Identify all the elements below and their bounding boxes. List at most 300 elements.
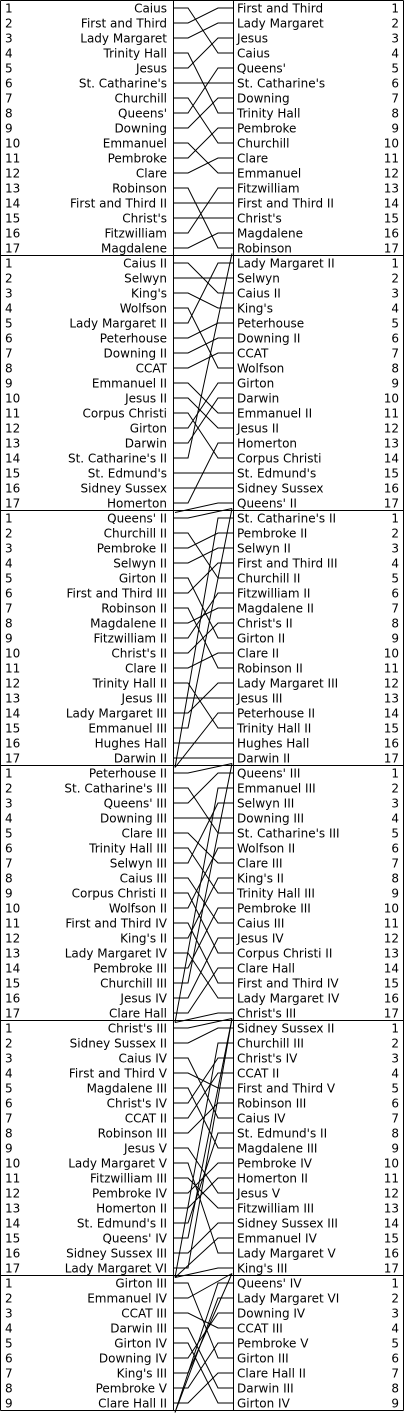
start-position-number: 1 [5, 1, 13, 16]
start-position-number: 2 [5, 526, 13, 541]
finish-crew-label: Clare [237, 151, 269, 166]
start-crew-label: Pembroke II [96, 541, 167, 556]
division-4-lines [174, 764, 234, 1023]
finish-crew-label: Selwyn II [237, 541, 291, 556]
start-crew-label: Sidney Sussex III [66, 1246, 167, 1261]
start-position-number: 7 [5, 601, 13, 616]
start-crew-label: CCAT [135, 361, 167, 376]
start-crew-label: Robinson [112, 181, 167, 196]
finish-crew-label: Churchill II [237, 571, 301, 586]
bump-line-in [175, 1013, 234, 1023]
start-position-number: 16 [5, 481, 21, 496]
finish-crew-label: Jesus III [237, 691, 283, 706]
finish-position-number: 3 [391, 1051, 399, 1066]
start-position-number: 13 [5, 691, 21, 706]
bump-line [174, 323, 234, 338]
start-position-number: 12 [5, 1186, 21, 1201]
start-crew-label: First and Third V [68, 1066, 167, 1081]
finish-crew-label: Queens' IV [237, 1276, 302, 1291]
bump-line [174, 98, 234, 143]
finish-position-number: 13 [383, 181, 399, 196]
finish-crew-label: King's III [237, 1261, 288, 1276]
finish-position-number: 5 [391, 826, 399, 841]
finish-position-number: 9 [391, 376, 399, 391]
bump-line-in [175, 1298, 234, 1413]
finish-position-number: 5 [391, 1336, 399, 1351]
finish-crew-label: Queens' [237, 61, 286, 76]
start-position-number: 1 [5, 766, 13, 781]
finish-crew-label: Queens' III [237, 766, 301, 781]
finish-crew-label: Robinson [237, 241, 292, 256]
finish-crew-label: First and Third II [237, 196, 334, 211]
finish-position-number: 13 [383, 691, 399, 706]
start-crew-label: Peterhouse [99, 331, 167, 346]
start-position-number: 1 [5, 511, 13, 526]
finish-crew-label: Magdalene III [237, 1141, 318, 1156]
start-crew-label: Pembroke [107, 151, 167, 166]
start-position-number: 7 [5, 1366, 13, 1381]
finish-position-number: 11 [383, 916, 399, 931]
start-position-number: 6 [5, 1351, 13, 1366]
bump-line [174, 338, 234, 353]
finish-crew-label: Girton IV [237, 1396, 290, 1411]
start-crew-label: Magdalene [101, 241, 167, 256]
division-2-lines [174, 254, 234, 513]
start-position-number: 14 [5, 451, 21, 466]
finish-crew-label: First and Third V [237, 1081, 336, 1096]
finish-crew-label: Wolfson II [237, 841, 296, 856]
finish-crew-label: Pembroke IV [237, 1156, 312, 1171]
start-crew-label: Downing IV [98, 1351, 167, 1366]
start-position-number: 11 [5, 406, 21, 421]
start-position-number: 6 [5, 331, 13, 346]
start-crew-label: Peterhouse II [88, 766, 167, 781]
start-crew-label: Trinity Hall II [92, 676, 167, 691]
start-position-number: 2 [5, 781, 13, 796]
finish-position-number: 11 [383, 1171, 399, 1186]
finish-position-number: 6 [391, 76, 399, 91]
start-position-number: 7 [5, 91, 13, 106]
finish-crew-label: Selwyn [237, 271, 280, 286]
start-crew-label: Wolfson II [108, 901, 167, 916]
finish-crew-label: Sidney Sussex II [237, 1021, 335, 1036]
finish-position-number: 5 [391, 61, 399, 76]
finish-crew-label: Emmanuel IV [237, 1231, 317, 1246]
start-crew-label: Girton II [118, 571, 167, 586]
finish-crew-label: Caius II [237, 286, 281, 301]
bump-line-out [174, 764, 233, 774]
finish-position-number: 4 [391, 301, 399, 316]
start-crew-label: Jesus V [123, 1141, 167, 1156]
finish-crew-label: Downing III [237, 811, 304, 826]
finish-position-number: 4 [391, 556, 399, 571]
finish-position-number: 1 [391, 1276, 399, 1291]
finish-position-number: 16 [383, 226, 399, 241]
finish-position-number: 7 [391, 601, 399, 616]
finish-position-number: 4 [391, 1321, 399, 1336]
start-position-number: 7 [5, 856, 13, 871]
start-position-number: 12 [5, 676, 21, 691]
bump-line [174, 1058, 234, 1103]
finish-crew-label: Sidney Sussex III [237, 1216, 338, 1231]
finish-position-number: 16 [383, 736, 399, 751]
finish-crew-label: Pembroke [237, 121, 297, 136]
start-crew-label: Lady Margaret II [69, 316, 167, 331]
bump-line [174, 788, 234, 833]
bump-line-out [174, 1019, 233, 1269]
start-crew-label: Lady Margaret III [65, 706, 167, 721]
start-crew-label: Hughes Hall [94, 736, 167, 751]
finish-crew-label: Emmanuel III [237, 781, 316, 796]
start-position-number: 12 [5, 421, 21, 436]
finish-position-number: 5 [391, 571, 399, 586]
finish-position-number: 13 [383, 1201, 399, 1216]
finish-position-number: 17 [383, 241, 399, 256]
start-position-number: 4 [5, 1066, 13, 1081]
start-crew-label: Caius IV [118, 1051, 167, 1066]
start-position-number: 7 [5, 346, 13, 361]
start-position-number: 4 [5, 46, 13, 61]
start-crew-label: Corpus Christi [82, 406, 167, 421]
start-position-number: 4 [5, 1321, 13, 1336]
start-position-number: 3 [5, 541, 13, 556]
finish-position-number: 12 [383, 166, 399, 181]
finish-crew-label: Pembroke III [237, 901, 311, 916]
start-position-number: 17 [5, 496, 21, 511]
start-crew-label: Jesus [135, 61, 167, 76]
start-crew-label: Clare II [124, 661, 167, 676]
start-position-number: 4 [5, 301, 13, 316]
finish-crew-label: Girton [237, 376, 275, 391]
start-crew-label: Selwyn [124, 271, 167, 286]
finish-crew-label: Sidney Sussex [237, 481, 324, 496]
bump-lines [174, 8, 234, 1413]
finish-position-number: 9 [391, 1396, 399, 1411]
finish-crew-label: Downing [237, 91, 290, 106]
finish-position-number: 1 [391, 1021, 399, 1036]
start-position-number: 3 [5, 1051, 13, 1066]
finish-crew-label: Caius IV [237, 1111, 286, 1126]
start-position-number: 5 [5, 826, 13, 841]
start-position-number: 14 [5, 1216, 21, 1231]
division-5 [5, 1022, 399, 1276]
finish-crew-label: Pembroke V [237, 1336, 309, 1351]
bump-line [174, 953, 234, 998]
start-crew-label: Homerton II [96, 1201, 167, 1216]
start-crew-label: First and Third [80, 16, 167, 31]
finish-crew-label: Darwin II [237, 751, 291, 766]
finish-position-number: 8 [391, 106, 399, 121]
start-crew-label: Darwin [124, 436, 167, 451]
finish-position-number: 15 [383, 466, 399, 481]
start-position-number: 13 [5, 181, 21, 196]
finish-crew-label: Jesus V [237, 1186, 281, 1201]
bump-line [174, 68, 234, 113]
finish-position-number: 9 [391, 1141, 399, 1156]
start-crew-label: Emmanuel III [88, 721, 167, 736]
bump-line [174, 233, 234, 248]
finish-crew-label: Darwin [237, 391, 280, 406]
finish-position-number: 16 [383, 991, 399, 1006]
finish-position-number: 10 [383, 391, 399, 406]
start-crew-label: Pembroke III [93, 961, 167, 976]
start-position-number: 10 [5, 136, 21, 151]
finish-crew-label: Darwin III [237, 1381, 294, 1396]
finish-crew-label: Lady Margaret IV [237, 991, 340, 1006]
start-position-number: 15 [5, 976, 21, 991]
start-position-number: 11 [5, 1171, 21, 1186]
finish-crew-label: Corpus Christi [237, 451, 322, 466]
start-crew-label: Jesus IV [120, 991, 167, 1006]
finish-crew-label: St. Catharine's III [237, 826, 340, 841]
finish-crew-label: CCAT II [237, 1066, 280, 1081]
finish-position-number: 6 [391, 1351, 399, 1366]
finish-position-number: 2 [391, 1036, 399, 1051]
bump-line [174, 1343, 234, 1388]
finish-position-number: 6 [391, 841, 399, 856]
start-position-number: 3 [5, 31, 13, 46]
start-position-number: 2 [5, 1291, 13, 1306]
finish-position-number: 8 [391, 361, 399, 376]
finish-crew-label: Lady Margaret II [237, 256, 335, 271]
start-position-number: 5 [5, 316, 13, 331]
finish-position-number: 7 [391, 91, 399, 106]
start-crew-label: Selwyn II [113, 556, 167, 571]
finish-position-number: 9 [391, 121, 399, 136]
finish-position-number: 3 [391, 796, 399, 811]
start-position-number: 11 [5, 151, 21, 166]
start-crew-label: Sidney Sussex [80, 481, 167, 496]
finish-crew-label: Christ's [237, 211, 282, 226]
finish-crew-label: Emmanuel II [237, 406, 313, 421]
start-crew-label: Fitzwilliam III [90, 1171, 167, 1186]
start-crew-label: Clare [135, 166, 167, 181]
finish-crew-label: Pembroke II [237, 526, 308, 541]
division-4 [5, 767, 399, 1021]
bump-line [174, 353, 234, 368]
division-3-lines [174, 509, 234, 768]
start-crew-label: Girton [129, 421, 167, 436]
finish-crew-label: Robinson III [237, 1096, 307, 1111]
finish-position-number: 1 [391, 766, 399, 781]
start-position-number: 5 [5, 571, 13, 586]
start-crew-label: Lady Margaret IV [64, 946, 167, 961]
finish-position-number: 6 [391, 1096, 399, 1111]
finish-crew-label: Clare Hall [237, 961, 295, 976]
finish-position-number: 7 [391, 1111, 399, 1126]
start-position-number: 8 [5, 106, 13, 121]
start-position-number: 15 [5, 721, 21, 736]
finish-position-number: 4 [391, 46, 399, 61]
start-position-number: 13 [5, 436, 21, 451]
start-crew-label: Robinson II [101, 601, 167, 616]
finish-crew-label: Selwyn III [237, 796, 295, 811]
start-position-number: 8 [5, 1126, 13, 1141]
finish-position-number: 3 [391, 541, 399, 556]
start-position-number: 11 [5, 661, 21, 676]
start-crew-label: Lady Margaret VI [64, 1261, 167, 1276]
finish-crew-label: Queens' II [237, 496, 297, 511]
division-1 [5, 2, 399, 256]
finish-crew-label: Fitzwilliam II [237, 586, 311, 601]
finish-crew-label: Corpus Christi II [237, 946, 333, 961]
finish-position-number: 8 [391, 1126, 399, 1141]
start-position-number: 6 [5, 1096, 13, 1111]
bump-line-out [174, 254, 233, 459]
finish-position-number: 10 [383, 901, 399, 916]
start-crew-label: Churchill [114, 91, 167, 106]
start-crew-label: Magdalene II [90, 616, 167, 631]
bump-line [174, 188, 234, 233]
finish-crew-label: Lady Margaret III [237, 676, 339, 691]
bump-line [174, 158, 234, 173]
start-crew-label: Queens' [118, 106, 167, 121]
start-position-number: 5 [5, 61, 13, 76]
finish-position-number: 1 [391, 511, 399, 526]
start-crew-label: Selwyn III [109, 856, 167, 871]
finish-position-number: 7 [391, 346, 399, 361]
finish-crew-label: Christ's III [237, 1006, 297, 1021]
bump-line [174, 1148, 234, 1193]
finish-position-number: 15 [383, 1231, 399, 1246]
finish-position-number: 2 [391, 1291, 399, 1306]
start-crew-label: Jesus II [125, 391, 167, 406]
finish-position-number: 17 [383, 751, 399, 766]
start-position-number: 1 [5, 1021, 13, 1036]
start-crew-label: Downing [114, 121, 167, 136]
start-crew-label: Fitzwilliam II [93, 631, 167, 646]
start-crew-label: Corpus Christi II [71, 886, 167, 901]
start-position-number: 15 [5, 211, 21, 226]
bump-line [174, 968, 234, 1013]
start-position-number: 15 [5, 1231, 21, 1246]
start-crew-label: King's [131, 286, 167, 301]
start-crew-label: Clare III [121, 826, 167, 841]
finish-position-number: 17 [383, 496, 399, 511]
bump-line-out [174, 509, 233, 729]
finish-position-number: 8 [391, 871, 399, 886]
bump-line [174, 8, 234, 23]
start-position-number: 14 [5, 196, 21, 211]
finish-position-number: 14 [383, 196, 399, 211]
start-crew-label: Churchill III [100, 976, 167, 991]
finish-position-number: 12 [383, 676, 399, 691]
finish-crew-label: Jesus IV [237, 931, 284, 946]
start-position-number: 4 [5, 556, 13, 571]
start-crew-label: St. Catharine's III [64, 781, 167, 796]
finish-crew-label: Trinity Hall III [237, 886, 315, 901]
finish-crew-label: Fitzwilliam III [237, 1201, 314, 1216]
finish-position-number: 3 [391, 286, 399, 301]
finish-crew-label: Clare III [237, 856, 283, 871]
start-position-number: 3 [5, 1306, 13, 1321]
finish-crew-label: Homerton [237, 436, 298, 451]
start-position-number: 16 [5, 991, 21, 1006]
finish-position-number: 13 [383, 946, 399, 961]
start-position-number: 16 [5, 226, 21, 241]
division-1-lines [174, 8, 234, 248]
finish-crew-label: Peterhouse II [237, 706, 316, 721]
finish-position-number: 14 [383, 451, 399, 466]
start-crew-label: St. Catharine's II [67, 451, 167, 466]
start-position-number: 6 [5, 76, 13, 91]
start-position-number: 9 [5, 631, 13, 646]
finish-crew-label: Hughes Hall [237, 736, 310, 751]
finish-crew-label: St. Edmund's [237, 466, 317, 481]
start-position-number: 6 [5, 841, 13, 856]
finish-position-number: 6 [391, 331, 399, 346]
start-crew-label: Emmanuel [102, 136, 167, 151]
start-crew-label: Queens' IV [102, 1231, 167, 1246]
bump-line-out [174, 1019, 233, 1029]
start-crew-label: Caius II [123, 256, 167, 271]
start-position-number: 14 [5, 961, 21, 976]
finish-crew-label: Girton III [237, 1351, 289, 1366]
finish-crew-label: Churchill III [237, 1036, 304, 1051]
finish-position-number: 1 [391, 256, 399, 271]
start-crew-label: Pembroke IV [92, 1186, 167, 1201]
finish-crew-label: Wolfson [237, 361, 285, 376]
division-6 [5, 1277, 399, 1411]
start-crew-label: Caius [134, 1, 167, 16]
start-position-number: 16 [5, 736, 21, 751]
finish-crew-label: Robinson II [237, 661, 303, 676]
start-position-number: 10 [5, 901, 21, 916]
bump-line-in [175, 1283, 234, 1413]
start-position-number: 9 [5, 886, 13, 901]
finish-position-number: 10 [383, 646, 399, 661]
finish-position-number: 12 [383, 421, 399, 436]
start-crew-label: Emmanuel II [91, 376, 167, 391]
start-position-number: 6 [5, 586, 13, 601]
finish-crew-label: Emmanuel [237, 166, 302, 181]
start-crew-label: Emmanuel IV [87, 1291, 167, 1306]
start-position-number: 13 [5, 946, 21, 961]
finish-position-number: 2 [391, 781, 399, 796]
finish-position-number: 3 [391, 31, 399, 46]
finish-position-number: 5 [391, 1081, 399, 1096]
finish-position-number: 14 [383, 1216, 399, 1231]
finish-position-number: 14 [383, 706, 399, 721]
finish-crew-label: First and Third [237, 1, 324, 16]
start-position-number: 7 [5, 1111, 13, 1126]
finish-crew-label: Jesus [237, 31, 269, 46]
finish-crew-label: St. Catharine's II [237, 511, 337, 526]
start-crew-label: Clare Hall [109, 1006, 167, 1021]
finish-position-number: 17 [383, 1261, 399, 1276]
start-position-number: 17 [5, 751, 21, 766]
finish-crew-label: First and Third IV [237, 976, 339, 991]
start-position-number: 15 [5, 466, 21, 481]
start-position-number: 4 [5, 811, 13, 826]
finish-position-number: 8 [391, 616, 399, 631]
start-crew-label: Sidney Sussex II [69, 1036, 167, 1051]
start-position-number: 12 [5, 166, 21, 181]
finish-crew-label: Lady Margaret [237, 16, 324, 31]
start-crew-label: Pembroke V [95, 1381, 167, 1396]
finish-position-number: 12 [383, 931, 399, 946]
start-crew-label: Christ's III [107, 1021, 167, 1036]
finish-position-number: 7 [391, 856, 399, 871]
bump-line-out [174, 509, 233, 519]
finish-position-number: 2 [391, 271, 399, 286]
start-position-number: 9 [5, 1141, 13, 1156]
division-6-lines [174, 1274, 234, 1413]
finish-crew-label: King's [237, 301, 273, 316]
finish-position-number: 12 [383, 1186, 399, 1201]
finish-crew-label: King's II [237, 871, 284, 886]
finish-position-number: 15 [383, 211, 399, 226]
